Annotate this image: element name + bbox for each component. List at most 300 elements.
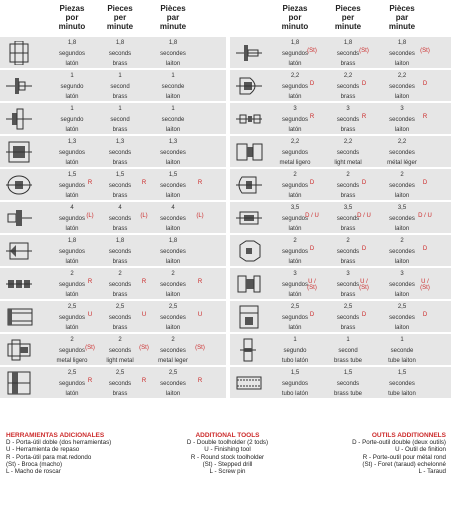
rate-unit: seconds [336, 116, 360, 123]
rate-value: 1,5 [168, 172, 178, 178]
rate-material: brass [340, 259, 356, 265]
double-collar-pin-icon [0, 268, 40, 300]
table-row [230, 300, 451, 332]
rate-value: 2 [400, 172, 404, 178]
rate-material: brass [340, 61, 356, 67]
rate-value: 2 [171, 271, 175, 277]
tool-tag: D [309, 312, 315, 318]
legend-es [6, 432, 156, 475]
rate-material: latón [65, 160, 79, 166]
rate-material: brass [112, 127, 128, 133]
rate-unit: secondes [160, 215, 186, 222]
rate-value: 2,2 [343, 73, 353, 79]
part-drawing [6, 173, 34, 197]
rate-value: 3 [293, 106, 297, 112]
rate-value: 2,2 [290, 139, 300, 145]
rate-material: latón [288, 94, 302, 100]
legend-line: (St) - Foret (taraud) echelonné [362, 460, 446, 468]
rate-material: laiton [394, 325, 410, 331]
legend-en [160, 432, 295, 475]
rate-cell-fr [153, 302, 193, 334]
rate-value: 2 [171, 337, 175, 343]
rate-value: 3 [293, 271, 297, 277]
rate-material: latón [65, 61, 79, 67]
rate-material: latón [288, 259, 302, 265]
rate-material: light metal [106, 358, 134, 364]
tool-tag: R [197, 180, 203, 186]
header-word: Pieces [335, 4, 361, 13]
rate-unit: segundo [60, 83, 84, 90]
rate-value: 3 [400, 271, 404, 277]
header-es-right [275, 4, 315, 31]
rate-material: metal leger [158, 358, 188, 364]
rate-value: 2,5 [343, 304, 353, 310]
rate-cell-en [100, 368, 140, 400]
rate-material: metal ligero [279, 160, 311, 166]
rate-unit: segundos [58, 281, 86, 288]
rate-cell-fr [153, 137, 193, 169]
wide-collar-icon [0, 367, 40, 399]
rate-value: 2,5 [115, 370, 125, 376]
rate-value: 1 [118, 73, 122, 79]
rate-material: brass [112, 391, 128, 397]
header-word: Pièces [389, 4, 415, 13]
table-row [230, 36, 451, 68]
header-word: minute [388, 22, 416, 31]
header-word: minuto [58, 22, 86, 31]
header-word: Piezas [282, 4, 308, 13]
tool-tag: R [87, 180, 93, 186]
tool-tag: (St) [139, 345, 149, 351]
tool-tag: (St) [359, 48, 369, 54]
rate-value: 3,5 [343, 205, 353, 211]
tool-tag: R [141, 180, 147, 186]
tall-fitting-icon [230, 301, 270, 333]
rate-cell-fr [382, 203, 422, 235]
rate-value: 3,5 [397, 205, 407, 211]
rate-unit: seconds [336, 281, 360, 288]
rate-value: 1,8 [168, 238, 178, 244]
legend-line: L - Macho de roscar [6, 468, 61, 476]
long-sleeve-icon [0, 301, 40, 333]
header-word: minuto [281, 22, 309, 31]
rate-unit: secondes [160, 314, 186, 321]
rate-material: laiton [394, 127, 410, 133]
rate-cell-fr [382, 335, 422, 367]
rate-material: brass [112, 160, 128, 166]
rate-unit: seconde [161, 83, 185, 90]
rate-material: brass [112, 61, 128, 67]
rate-material: brass [340, 193, 356, 199]
rate-material: latón [288, 193, 302, 199]
rate-unit: segundo [283, 347, 307, 354]
rate-value: 2,5 [67, 370, 77, 376]
legend-title: HERRAMIENTAS ADICIONALES [6, 432, 105, 439]
tool-tag: D [309, 81, 315, 87]
rate-unit: seconds [108, 347, 132, 354]
rate-material: metal ligero [56, 358, 88, 364]
rate-material: latón [65, 259, 79, 265]
rate-material: métal léger [387, 160, 417, 166]
rate-unit: secondes [389, 50, 415, 57]
tool-tag: R [197, 279, 203, 285]
rate-cell-en [100, 104, 140, 136]
tool-tag: D [361, 180, 367, 186]
header-word: por [288, 13, 302, 22]
legend-title: ADDITIONAL TOOLS [195, 432, 260, 439]
header-en-left [100, 4, 140, 31]
rate-unit: secondes [389, 281, 415, 288]
rate-value: 1,8 [290, 40, 300, 46]
rate-unit: seconds [108, 314, 132, 321]
rate-unit: segundos [58, 50, 86, 57]
rate-unit: segundos [58, 182, 86, 189]
rate-value: 2 [118, 337, 122, 343]
rate-material: tubo latón [281, 391, 309, 397]
rate-value: 1 [171, 73, 175, 79]
rate-value: 1 [293, 337, 297, 343]
rate-cell-es [275, 368, 315, 400]
part-drawing [236, 272, 264, 296]
rate-value: 2 [346, 238, 350, 244]
rate-unit: segundos [58, 314, 86, 321]
tool-tag: U [141, 312, 147, 318]
rate-cell-fr [382, 38, 422, 70]
rate-material: laiton [394, 193, 410, 199]
rate-value: 3 [400, 106, 404, 112]
rate-unit: secondes [389, 314, 415, 321]
rate-value: 1,3 [168, 139, 178, 145]
rate-material: laiton [165, 325, 181, 331]
part-drawing [6, 338, 34, 362]
rate-cell-en [100, 269, 140, 301]
rate-unit: secondes [389, 116, 415, 123]
rate-unit: segundos [281, 149, 309, 156]
rate-unit: seconds [108, 380, 132, 387]
header-word: par [395, 13, 409, 22]
rate-unit: seconde [390, 347, 414, 354]
rate-cell-en [100, 71, 140, 103]
rate-material: brass [112, 94, 128, 100]
rate-cell-fr [153, 335, 193, 367]
tool-tag: R [141, 279, 147, 285]
table-row [0, 366, 226, 398]
rate-material: latón [65, 127, 79, 133]
legend-line: R - Porta-útil para mat.redondo [6, 453, 92, 461]
tool-tag: R [141, 378, 147, 384]
rate-unit: segundos [281, 50, 309, 57]
rate-unit: segundos [281, 248, 309, 255]
header-word: minute [334, 22, 362, 31]
rate-value: 1,8 [115, 238, 125, 244]
rate-material: latón [288, 325, 302, 331]
legend-line: L - Screw pin [209, 468, 246, 476]
rate-value: 2 [70, 271, 74, 277]
rate-unit: segundos [58, 215, 86, 222]
rate-cell-fr [382, 71, 422, 103]
rate-unit: seconds [108, 281, 132, 288]
stepped-sleeve-icon [0, 334, 40, 366]
header-word: Pièces [160, 4, 186, 13]
rate-value: 4 [70, 205, 74, 211]
hex-bushing-icon [0, 136, 40, 168]
rate-material: latón [65, 292, 79, 298]
legend-line: D - Porta-útil doble (dos herramientas) [6, 439, 112, 447]
rate-cell-en [328, 137, 368, 169]
tool-tag: D [309, 246, 315, 252]
rate-value: 1,5 [290, 370, 300, 376]
rate-unit: segundos [58, 149, 86, 156]
header-word: Piezas [59, 4, 85, 13]
rate-material: laiton [165, 292, 181, 298]
tool-tag: D [361, 246, 367, 252]
tool-tag: D [361, 81, 367, 87]
tool-tag: U / (St) [307, 279, 317, 291]
rate-value: 1,8 [115, 40, 125, 46]
rate-material: brass [112, 226, 128, 232]
table-row [230, 102, 451, 134]
rate-value: 1,8 [343, 40, 353, 46]
rate-material: light metal [334, 160, 362, 166]
dome-nut-icon [230, 70, 270, 102]
rate-value: 1,8 [168, 40, 178, 46]
rate-material: laiton [165, 127, 181, 133]
rate-unit: secondes [389, 380, 415, 387]
rate-material: brass [112, 259, 128, 265]
table-row [230, 69, 451, 101]
long-shaft-icon [230, 103, 270, 135]
rate-material: laiton [165, 391, 181, 397]
rate-value: 2,5 [397, 304, 407, 310]
part-drawing [236, 338, 264, 362]
rate-cell-en [100, 38, 140, 70]
part-drawing [236, 41, 264, 65]
tool-tag: U [197, 312, 203, 318]
rate-material: latón [65, 391, 79, 397]
table-row [0, 333, 226, 365]
rate-unit: secondes [389, 182, 415, 189]
tool-tag: (St) [85, 345, 95, 351]
header-word: Pieces [107, 4, 133, 13]
rate-unit: secondes [160, 248, 186, 255]
rate-cell-fr [153, 269, 193, 301]
table-row [0, 69, 226, 101]
rate-material: latón [288, 292, 302, 298]
header-word: per [113, 13, 127, 22]
part-drawing [6, 239, 34, 263]
rate-material: latón [288, 61, 302, 67]
rate-value: 2,2 [290, 73, 300, 79]
part-drawing [236, 239, 264, 263]
rate-material: brass [340, 292, 356, 298]
part-drawing [6, 74, 34, 98]
rate-unit: secondes [160, 380, 186, 387]
rate-material: laiton [165, 193, 181, 199]
rate-value: 1,3 [67, 139, 77, 145]
rate-unit: segundos [281, 116, 309, 123]
header-word: per [341, 13, 355, 22]
rate-value: 2 [346, 172, 350, 178]
tool-tag: D / U [357, 213, 371, 219]
rate-unit: segundos [281, 215, 309, 222]
part-drawing [6, 140, 34, 164]
rate-value: 1,5 [67, 172, 77, 178]
rate-material: brass tube [333, 358, 363, 364]
legend-line: U - Herramienta de repaso [6, 446, 80, 454]
rate-cell-es [52, 71, 92, 103]
table-row [0, 234, 226, 266]
rate-cell-es [275, 137, 315, 169]
rate-value: 1 [118, 106, 122, 112]
rate-cell-fr [382, 236, 422, 268]
flanged-nut-icon [0, 235, 40, 267]
rate-material: tube laiton [388, 391, 416, 397]
rate-unit: seconds [336, 182, 360, 189]
rate-material: latón [65, 325, 79, 331]
rate-material: latón [65, 226, 79, 232]
rate-material: brass tube [333, 391, 363, 397]
header-fr-right [382, 4, 422, 31]
rate-material: laiton [165, 160, 181, 166]
tube-section-icon [230, 367, 270, 399]
table-row [230, 333, 451, 365]
table-row [0, 102, 226, 134]
rate-unit: secondes [389, 149, 415, 156]
rate-unit: secondes [389, 83, 415, 90]
rate-cell-es [52, 104, 92, 136]
table-row [0, 201, 226, 233]
rate-unit: secondes [160, 182, 186, 189]
legend-line: R - Porte-outil pour métal rond [362, 453, 446, 461]
part-drawing [236, 107, 264, 131]
rate-unit: seconds [336, 149, 360, 156]
tool-tag: D / U [305, 213, 319, 219]
tool-tag: (L) [196, 213, 204, 219]
rate-unit: secondes [160, 50, 186, 57]
rate-value: 2,5 [168, 370, 178, 376]
rate-value: 2,5 [115, 304, 125, 310]
rate-value: 1,8 [67, 238, 77, 244]
rate-unit: segundos [58, 347, 86, 354]
table-row [0, 135, 226, 167]
rate-cell-fr [153, 170, 193, 202]
tool-tag: U / (St) [359, 279, 369, 291]
part-drawing [6, 107, 34, 131]
rate-unit: seconds [336, 83, 360, 90]
rate-unit: second [110, 116, 130, 123]
table-row [230, 168, 451, 200]
rate-cell-en [100, 203, 140, 235]
rate-cell-fr [153, 104, 193, 136]
rate-cell-en [100, 137, 140, 169]
legend-line: (St) - Stepped drill [202, 460, 253, 468]
rate-cell-en [100, 335, 140, 367]
header-word: minute [159, 22, 187, 31]
table-row [0, 36, 226, 68]
rate-unit: seconds [108, 248, 132, 255]
tool-tag: U / (St) [420, 279, 430, 291]
hex-nut-part-icon [0, 37, 40, 69]
tool-tag: R [87, 378, 93, 384]
rate-material: latón [65, 94, 79, 100]
rate-cell-fr [153, 38, 193, 70]
stepped-pin-icon [0, 103, 40, 135]
table-row [230, 135, 451, 167]
rate-cell-fr [382, 170, 422, 202]
pin-with-head-icon [230, 37, 270, 69]
tool-tag: D [422, 246, 428, 252]
table-row [230, 201, 451, 233]
part-drawing [236, 140, 264, 164]
header-word: par [166, 13, 180, 22]
rate-cell-en [100, 236, 140, 268]
rate-value: 2,2 [343, 139, 353, 145]
rate-unit: second [338, 347, 358, 354]
tool-tag: R [309, 114, 315, 120]
part-drawing [236, 305, 264, 329]
tool-tag: (L) [140, 213, 148, 219]
rate-cell-fr [382, 368, 422, 400]
tool-tag: (L) [86, 213, 94, 219]
rate-unit: segundo [60, 116, 84, 123]
threaded-connector-icon [0, 202, 40, 234]
rate-unit: segundos [281, 83, 309, 90]
rate-value: 1 [400, 337, 404, 343]
rate-cell-fr [382, 137, 422, 169]
rate-unit: seconds [108, 215, 132, 222]
rate-material: latón [288, 226, 302, 232]
rate-material: laiton [165, 61, 181, 67]
rate-value: 1,8 [67, 40, 77, 46]
tube-ring-icon [230, 334, 270, 366]
tool-tag: D [422, 81, 428, 87]
rate-unit: secondes [160, 281, 186, 288]
rate-unit: segundos [281, 380, 309, 387]
part-drawing [236, 74, 264, 98]
rate-value: 3 [346, 271, 350, 277]
threaded-bolt-icon [230, 202, 270, 234]
rate-cell-es [52, 137, 92, 169]
rate-material: brass [340, 226, 356, 232]
tool-tag: R [87, 279, 93, 285]
rate-material: brass [340, 325, 356, 331]
tool-tag: D [361, 312, 367, 318]
tool-tag: D [422, 312, 428, 318]
tool-tag: (St) [195, 345, 205, 351]
rate-unit: seconds [336, 314, 360, 321]
rate-unit: second [110, 83, 130, 90]
header-fr-left [153, 4, 193, 31]
rate-material: laiton [165, 94, 181, 100]
rate-material: latón [288, 127, 302, 133]
rate-value: 2 [293, 172, 297, 178]
table-row [0, 267, 226, 299]
rate-cell-fr [153, 71, 193, 103]
rate-cell-fr [153, 236, 193, 268]
rate-unit: secondes [160, 149, 186, 156]
rate-material: laiton [394, 259, 410, 265]
rate-value: 4 [118, 205, 122, 211]
rate-unit: segundos [281, 281, 309, 288]
table-row [0, 168, 226, 200]
rate-cell-es [52, 38, 92, 70]
rate-material: brass [112, 325, 128, 331]
legend-line: L - Taraud [418, 468, 446, 476]
rate-value: 1,5 [397, 370, 407, 376]
rate-cell-fr [382, 269, 422, 301]
rate-value: 2,5 [168, 304, 178, 310]
rate-cell-en [100, 302, 140, 334]
